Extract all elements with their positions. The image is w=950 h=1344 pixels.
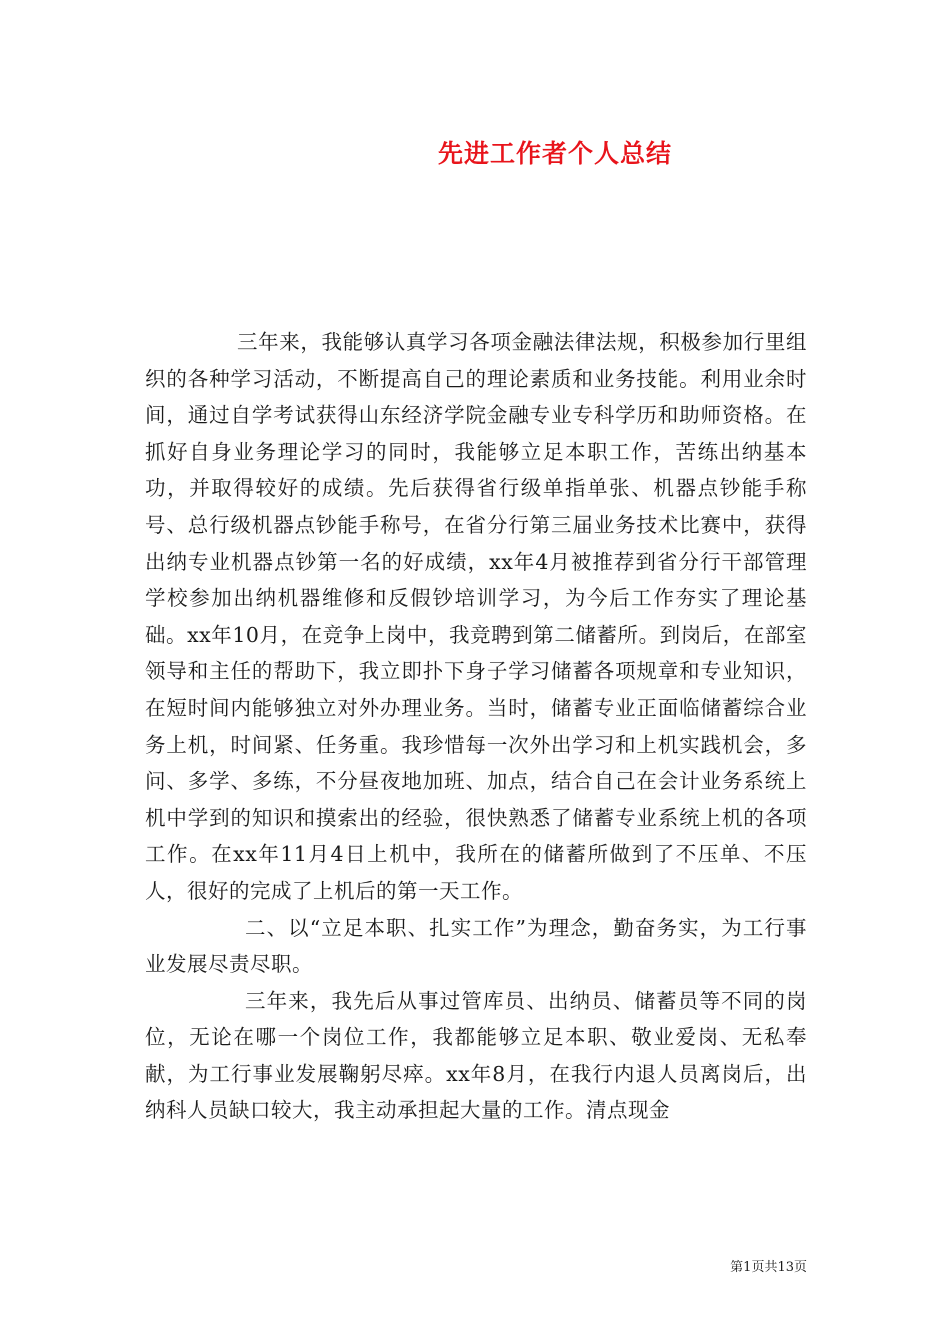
paragraph-3: 三年来，我先后从事过管库员、出纳员、储蓄员等不同的岗位，无论在哪一个岗位工作，我都能够立足本职、敬业爱岗、无私奉献，为工行事业发展鞠躬尽瘁。xx年8月，在我行内退人员离岗后，出纳科人员缺口较大，我主动承担起大量的工作。清点现金 <box>145 988 807 1123</box>
paragraph-1: 三年来，我能够认真学习各项金融法律法规，积极参加行里组织的各种学习活动，不断提高自己的理论素质和业务技能。利用业余时间，通过自学考试获得山东经济学院金融专业专科学历和助师资格。在抓好自身业务理论学习的同时，我能够立足本职工作，苦练出纳基本功，并取得较好的成绩。先后获得省行级单指单张、机器点钞能手称号、总行级机器点钞能手称号，在省分行第三届业务技术比赛中，获得出纳专业机器点钞第一名的好成绩，xx年4月被推荐到省分行干部管理学校参加出纳机器维修和反假钞培训学习，为今后工作夯实了理论基础。xx年10月，在竞争上岗中，我竞聘到第二储蓄所。到岗后，在部室领导和主任的帮助下，我立即扑下身子学习储蓄各项规章和专业知识，在短时间内能够独立对外办理业务。当时，储蓄专业正面临储蓄综合业务上机，时间紧、任务重。我珍惜每一次外出学习和上机实践机会，多问、多学、多练，不分昼夜地加班、加点，结合自己在会计业务系统上机中学到的知识和摸索出的经验，很快熟悉了储蓄专业系统上机的各项工作。在xx年11月4日上机中，我所在的储蓄所做到了不压单、不压人，很好的完成了上机后的第一天工作。 <box>145 330 807 903</box>
page-number-footer: 第1页共13页 <box>730 1260 807 1275</box>
paragraph-2: 二、以“立足本职、扎实工作”为理念，勤奋务实，为工行事业发展尽责尽职。 <box>145 915 807 977</box>
document-body <box>145 324 807 1129</box>
document-title: 先进工作者个人总结 <box>437 139 672 168</box>
